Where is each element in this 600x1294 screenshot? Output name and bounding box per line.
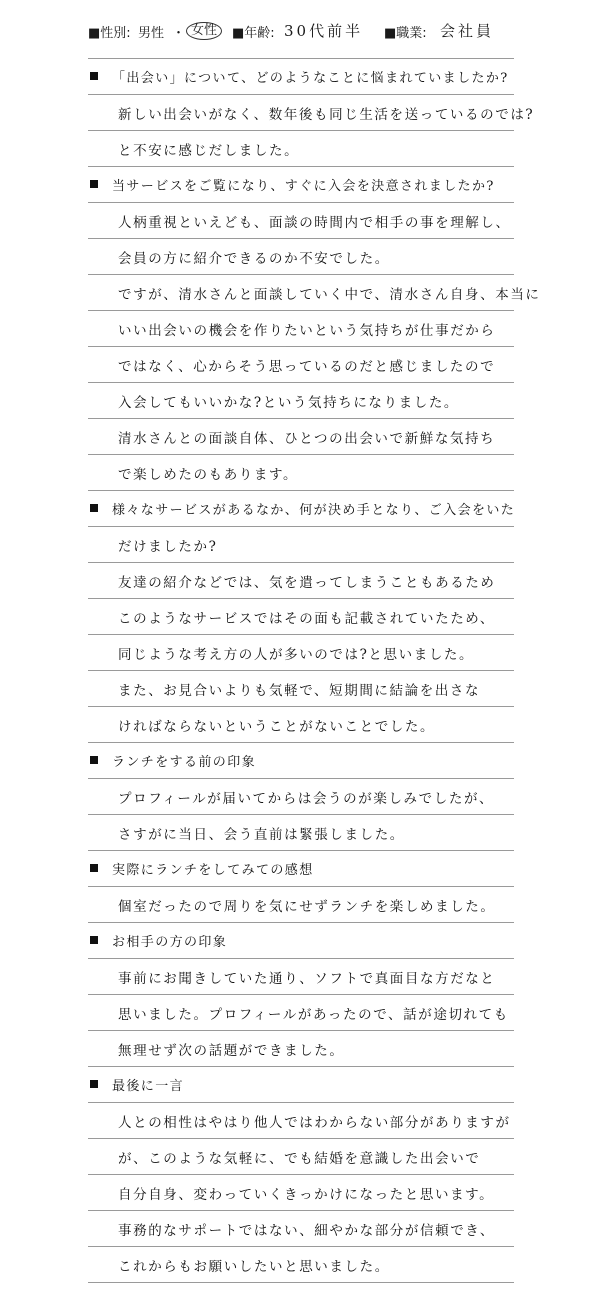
answer-text: 入会してもいいかな?という気持ちになりました。 (118, 395, 460, 411)
answer-text: 個室だったので周りを気にせずランチを楽しめました。 (118, 899, 496, 915)
answer-text: 人柄重視といえども、面談の時間内で相手の事を理解し、 (118, 215, 511, 231)
answer-line (0, 1102, 600, 1138)
question-line (0, 850, 600, 886)
question-line (0, 166, 600, 202)
answer-text: また、お見合いよりも気軽で、短期間に結論を出さな (118, 683, 481, 699)
answer-text: 人との相性はやはり他人ではわからない部分がありますが (118, 1115, 511, 1131)
job-label: ■職業: (384, 26, 427, 41)
answer-line (0, 634, 600, 670)
answer-line (0, 346, 600, 382)
answer-line (0, 274, 600, 310)
answer-line (0, 994, 600, 1030)
answer-line (0, 1246, 600, 1282)
answer-text: 同じような考え方の人が多いのでは?と思いました。 (118, 647, 475, 663)
question-text: 様々なサービスがあるなか、何が決め手となり、ご入会をいた (112, 503, 516, 518)
answer-line (0, 94, 600, 130)
ruled-line (88, 1282, 514, 1283)
answer-text: このようなサービスではその面も記載されていたため、 (118, 611, 495, 627)
answer-line (0, 1210, 600, 1246)
square-bullet-icon (90, 864, 98, 872)
gender-option-female-circled (186, 22, 222, 40)
question-text: 最後に一言 (112, 1079, 185, 1094)
gender-option-male: 男性 (138, 26, 165, 41)
question-text: 実際にランチをしてみての感想 (112, 863, 314, 878)
age-value: 30代前半 (284, 22, 364, 40)
answer-text: 自分自身、変わっていくきっかけになったと思います。 (118, 1187, 495, 1203)
answer-text: 友達の紹介などでは、気を遣ってしまうこともあるため (118, 575, 496, 591)
question-line (0, 742, 600, 778)
gender-separator: ・ (172, 26, 186, 41)
square-bullet-icon (90, 72, 98, 80)
answer-text: さすがに当日、会う直前は緊張しました。 (118, 827, 405, 843)
gender-female-value: 女性 (186, 22, 222, 40)
answer-text: 無理せず次の話題ができました。 (118, 1043, 345, 1059)
answer-text: プロフィールが届いてからは会うのが楽しみでしたが、 (118, 791, 495, 807)
answer-text: 事前にお聞きしていた通り、ソフトで真面目な方だなと (118, 971, 496, 987)
question-line (0, 922, 600, 958)
answer-line (0, 562, 600, 598)
answer-text: 新しい出会いがなく、数年後も同じ生活を送っているのでは? (118, 107, 535, 123)
answer-line (0, 1030, 600, 1066)
answer-text: で楽しめたのもあります。 (118, 467, 299, 483)
answer-line (0, 706, 600, 742)
answer-line (0, 310, 600, 346)
answer-text: これからもお願いしたいと思いました。 (118, 1259, 390, 1275)
square-bullet-icon (90, 180, 98, 188)
question-text: 当サービスをご覧になり、すぐに入会を決意されましたか? (112, 179, 495, 194)
square-bullet-icon (90, 756, 98, 764)
answer-line (0, 598, 600, 634)
answer-line (0, 1174, 600, 1210)
answer-line (0, 886, 600, 922)
question-text: 「出会い」について、どのようなことに悩まれていましたか? (112, 71, 509, 86)
answer-text: ではなく、心からそう思っているのだと感じましたので (118, 359, 496, 375)
answer-text: 思いました。プロフィールがあったので、話が途切れても (118, 1007, 509, 1023)
gender-label: ■性別: (88, 26, 131, 41)
question-line (0, 58, 600, 94)
answer-line (0, 670, 600, 706)
job-value: 会社員 (440, 22, 495, 40)
profile-header (0, 0, 600, 62)
answer-line (0, 418, 600, 454)
square-bullet-icon (90, 1080, 98, 1088)
answer-line (0, 814, 600, 850)
answer-text: と不安に感じだしました。 (118, 143, 300, 159)
answer-text: 事務的なサポートではない、細やかな部分が信頼でき、 (118, 1223, 495, 1239)
answer-line (0, 454, 600, 490)
square-bullet-icon (90, 504, 98, 512)
answer-text: 清水さんとの面談自体、ひとつの出会いで新鮮な気持ち (118, 431, 496, 447)
question-text: ランチをする前の印象 (112, 755, 257, 770)
answer-text: だけましたか? (118, 539, 218, 555)
age-label: ■年齢: (232, 26, 275, 41)
question-line (0, 490, 600, 526)
answer-text: ければならないということがないことでした。 (118, 719, 436, 735)
answer-line (0, 1138, 600, 1174)
answer-line (0, 382, 600, 418)
answer-text: が、このような気軽に、でも結婚を意識した出会いで (118, 1151, 481, 1167)
answer-line (0, 526, 600, 562)
answer-text: ですが、清水さんと面談していく中で、清水さん自身、本当に (118, 287, 541, 303)
answer-line (0, 778, 600, 814)
answer-text: いい出会いの機会を作りたいという気持ちが仕事だから (118, 323, 496, 339)
answer-text: 会員の方に紹介できるのか不安でした。 (118, 251, 390, 267)
square-bullet-icon (90, 936, 98, 944)
answer-line (0, 130, 600, 166)
answer-line (0, 202, 600, 238)
answer-line (0, 238, 600, 274)
question-text: お相手の方の印象 (112, 935, 228, 950)
question-line (0, 1066, 600, 1102)
answer-line (0, 958, 600, 994)
